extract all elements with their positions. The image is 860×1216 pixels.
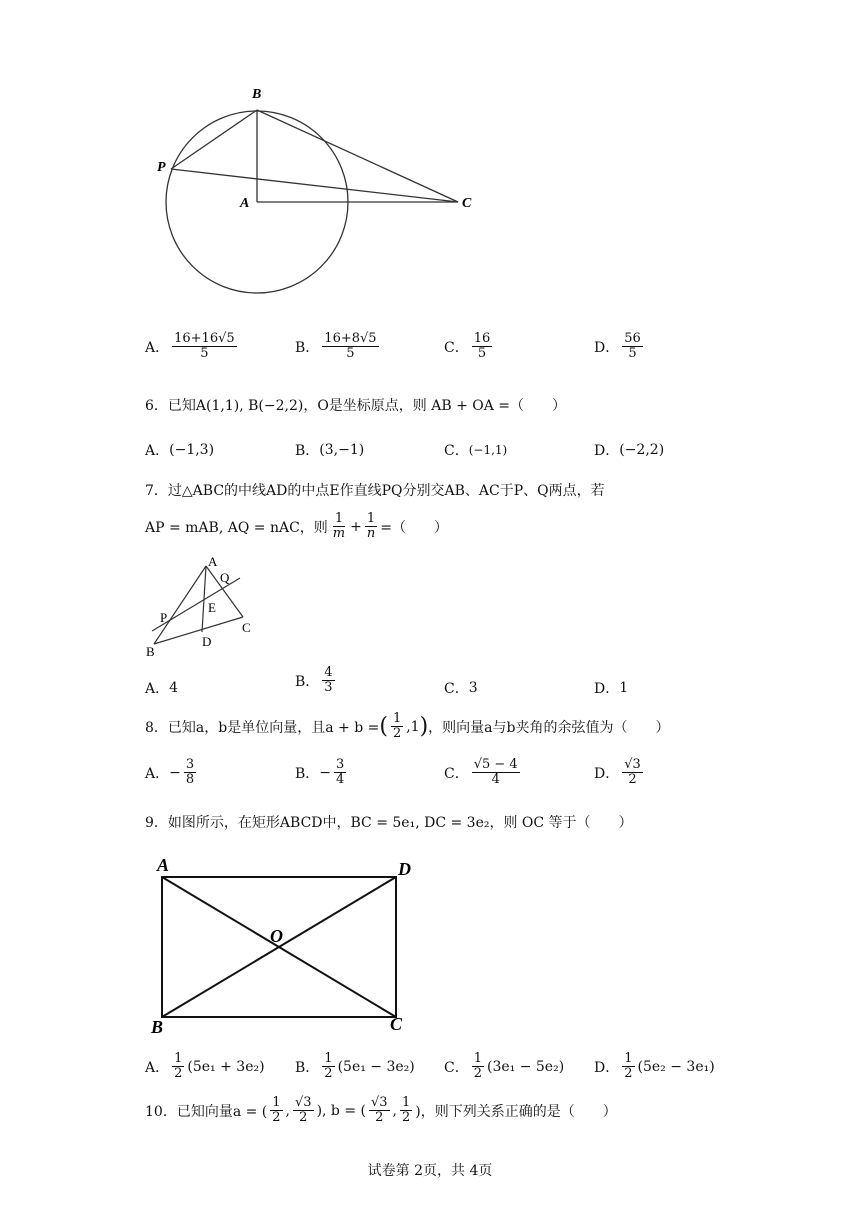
segment-AB [154,566,206,644]
q7-option-b[interactable] [295,666,338,696]
q5-option-c[interactable] [444,332,495,362]
option-value: (−1,3) [169,442,215,458]
frac-num: 16+16√5 [174,331,235,346]
option-value: (−2,2) [619,442,665,458]
q5-option-a[interactable] [145,332,240,362]
frac-num: 1 [334,511,344,526]
q10-stem-part-c: )，则下列关系正确的是（ ） [415,1103,617,1120]
frac-num: √5 − 4 [473,757,518,772]
q8-stem [145,712,669,742]
q7-stem-line2 [145,512,448,542]
q9-option-c[interactable] [444,1052,564,1082]
q8-stem-part-b: ，则向量a与b夹角的余弦值为（ ） [428,719,670,736]
label-Q: Q [220,570,230,585]
option-value: 1 [619,680,629,696]
frac-den: 3 [324,680,333,696]
option-letter: A． [145,765,170,782]
segment-PB [171,110,257,169]
frac-num: √3 [295,1095,312,1110]
segment-BC [154,617,243,644]
label-B: B [146,644,155,659]
option-letter: A． [145,443,170,459]
right-paren: ) [419,713,429,739]
option-letter: C． [444,1059,469,1076]
q6-option-c[interactable] [444,440,507,460]
frac-den: 5 [346,346,355,362]
segment-BC [257,110,458,202]
left-paren: ( [379,713,388,739]
label-C: C [462,196,472,211]
segment-PC [171,169,458,202]
q9-option-a[interactable] [145,1052,265,1082]
frac-num: 1 [473,1051,482,1066]
label-B: B [252,87,262,102]
q9-stem: 9．如图所示，在矩形ABCD中，BC = 5e₁, DC = 3e₂，则 OC 等于（ ） [145,815,633,831]
q8-option-d[interactable] [594,758,646,788]
q5-option-d[interactable] [594,332,646,362]
triangle-median-figure [142,556,262,660]
label-C: C [242,620,251,635]
option-expression: (5e₁ − 3e₂) [337,1058,415,1075]
q9-option-d[interactable] [594,1052,715,1082]
comma: , [392,1102,397,1119]
q9-option-b[interactable] [295,1052,415,1082]
frac-den: 2 [402,1110,411,1126]
label-P: P [157,160,166,175]
label-D: D [202,634,212,649]
vector-rest: ,1 [406,718,420,735]
option-expression: (5e₁ + 3e₂) [187,1058,265,1075]
option-value: 3 [468,680,478,696]
frac-den: m [332,526,346,542]
frac-den: 2 [272,1110,281,1126]
frac-den: 2 [473,1066,482,1082]
q8-stem-part-a: 8．已知a，b是单位向量，且a + b = [145,719,380,736]
frac-num: √3 [624,757,641,772]
option-letter: D． [594,339,620,356]
rectangle-abcd-figure [148,852,428,1037]
frac-den: 2 [628,772,637,788]
option-value: (−1,1) [468,443,508,457]
label-B: B [151,1017,164,1037]
label-P: P [160,610,168,625]
label-A: A [157,855,170,875]
plus-sign: + [350,518,362,535]
frac-den: n [366,526,376,542]
label-E: E [208,600,216,615]
q10-stem-part-a: 10．已知向量a = ( [145,1103,268,1120]
option-letter: A． [145,1059,170,1076]
q10-stem [145,1096,617,1126]
option-value: 4 [169,680,179,696]
q7-option-a[interactable] [145,678,178,698]
option-letter: A． [145,339,170,356]
frac-den: 5 [200,346,209,362]
option-expression: (3e₁ − 5e₂) [487,1058,565,1075]
label-C: C [390,1014,403,1034]
frac-num: 1 [272,1095,281,1110]
option-letter: B． [295,673,320,690]
frac-den: 2 [174,1066,183,1082]
option-letter: B． [295,765,320,782]
frac-num: 4 [324,665,333,680]
frac-num: 1 [324,1051,333,1066]
frac-num: 1 [392,711,402,726]
option-letter: D． [594,765,620,782]
option-letter: C． [444,765,469,782]
option-letter: D． [594,681,620,697]
frac-den: 4 [336,772,345,788]
label-O: O [270,926,283,946]
option-letter: B． [295,1059,320,1076]
label-A: A [208,556,218,569]
option-letter: B． [295,339,320,356]
option-sign: − [319,764,332,781]
frac-den: 2 [324,1066,333,1082]
frac-den: 2 [392,726,402,742]
label-D: D [398,859,411,879]
comma: , [285,1102,290,1119]
q8-option-a[interactable] [145,758,199,788]
frac-num: 1 [624,1051,633,1066]
frac-den: 2 [299,1110,308,1126]
option-letter: B． [295,443,320,459]
q5-option-b[interactable] [295,332,382,362]
option-letter: C． [444,681,469,697]
frac-den: 2 [375,1110,384,1126]
option-value: (3,−1) [319,442,365,458]
q10-stem-part-b: ), b = ( [316,1102,366,1119]
q7-stem-line1: 7．过△ABC的中线AD的中点E作直线PQ分别交AB、AC于P、Q两点，若 [145,483,605,499]
frac-num: 56 [624,331,641,346]
frac-den: 4 [491,772,500,788]
option-letter: D． [594,443,620,459]
q7-option-c[interactable] [444,678,478,698]
option-letter: D． [594,1059,620,1076]
label-A: A [240,196,250,211]
frac-num: 16 [473,331,491,346]
q7-stem-part-b: =（ ） [380,519,448,536]
frac-num: 1 [366,511,376,526]
frac-den: 8 [185,772,195,788]
frac-num: 3 [185,757,195,772]
option-letter: C． [444,443,469,459]
frac-num: 1 [174,1051,183,1066]
circle-triangle-figure [140,80,490,305]
q8-option-c[interactable] [444,758,523,788]
frac-den: 5 [628,346,637,362]
frac-num: √3 [370,1095,388,1110]
q8-option-b[interactable] [295,758,349,788]
frac-num: 16+8√5 [324,331,377,346]
q7-stem-part-a: AP = mAB, AQ = nAC，则 [145,519,328,536]
option-letter: A． [145,681,170,697]
option-sign: − [169,764,181,781]
q6-option-d[interactable] [594,440,664,460]
option-expression: (5e₂ − 3e₁) [637,1058,715,1075]
page-footer: 试卷第 2页，共 4页 [367,1163,493,1179]
option-letter: C． [444,339,469,356]
frac-den: 5 [477,346,487,362]
frac-den: 2 [624,1066,633,1082]
frac-num: 1 [402,1095,411,1110]
q6-option-a[interactable] [145,440,214,460]
q6-option-b[interactable] [295,440,364,460]
q7-option-d[interactable] [594,678,628,698]
q6-stem: 6．已知A(1,1), B(−2,2)，O是坐标原点，则 AB + OA =（ ） [145,398,567,414]
frac-num: 3 [336,757,345,772]
